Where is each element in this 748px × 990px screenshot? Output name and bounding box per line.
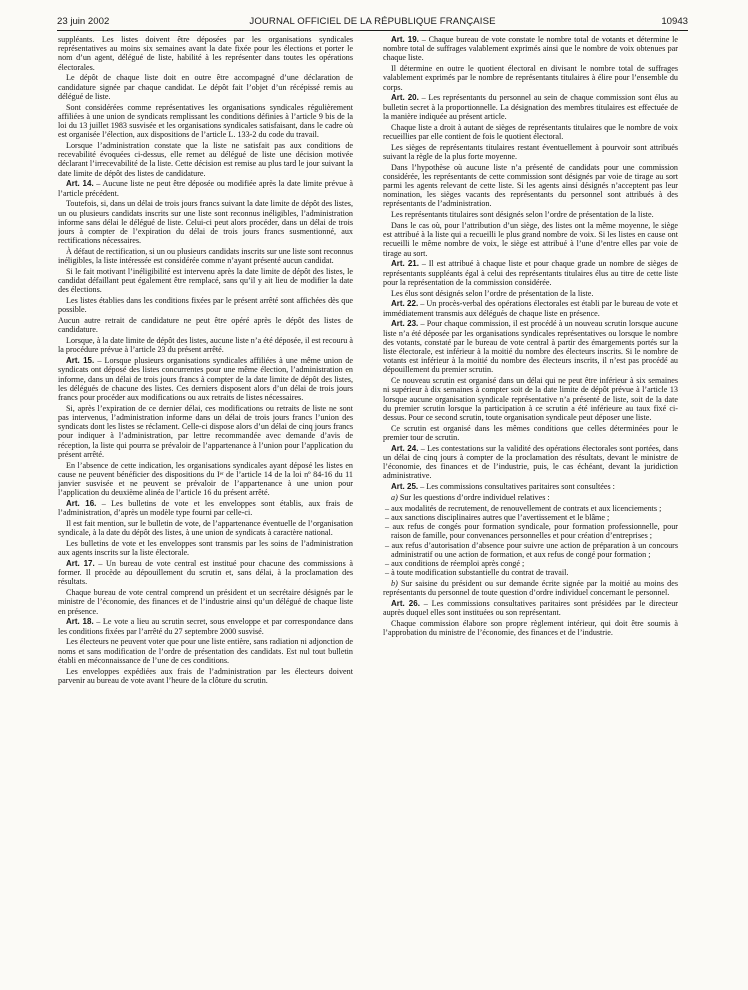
paragraph-text: Chaque commission élabore son propre règlement intérieur, qui doit être soumis à l’approbation du ministre de l’économie, des finances et de l’industrie. — [383, 619, 678, 638]
page-number: 10943 — [661, 16, 688, 27]
paragraph-text: Sont considérées comme représentatives les organisations syndicales régulièrement affiliées à une union de syndicats remplissant les conditions définies à l’article 9 bis de la loi du 13 juillet 1983 susvisée et les organisations syndicales satisfaisant, dans le cadre où est organisée l’élection, aux dispositions de l’article L. 133-2 du code du travail. — [58, 102, 353, 140]
paragraph-text: Lorsque l’administration constate que la liste ne satisfait pas aux conditions de recevabilité évoquées ci-dessus, elle remet au délégué de liste une décision motivée déclarant l’irrecevabilité de la liste. Cette décision est remise au plus tard le jour suivant la date limite de dépôt des listes de candidature. — [58, 141, 353, 178]
paragraph — [58, 199, 353, 245]
paragraph-text: – Les bulletins de vote et les enveloppes sont établis, aux frais de l’administration, d’après un modèle type fourni par celle-ci. — [58, 499, 353, 518]
paragraph — [58, 588, 353, 616]
paragraph — [58, 247, 353, 265]
article-paragraph — [383, 259, 678, 287]
article-paragraph — [58, 356, 353, 402]
paragraph-text: Les sièges de représentants titulaires restant éventuellement à pourvoir sont attribués suivant la règle de la plus forte moyenne. — [383, 142, 678, 161]
paragraph — [58, 519, 353, 537]
paragraph-text: Lorsque, à la date limite de dépôt des listes, aucune liste n’a été déposée, il est recouru à la procédure prévue à l’article 23 du présent arrêté. — [58, 336, 353, 355]
header-rule — [57, 30, 688, 31]
list-item: – aux modalités de recrutement, de renouvellement de contrats et aux licenciements ; — [383, 504, 678, 513]
list-item: – aux conditions de réemploi après congé ; — [383, 559, 678, 568]
sub-item-letter: b) — [391, 579, 398, 589]
paragraph-text: Les représentants titulaires sont désignés selon l’ordre de présentation de la liste. — [391, 210, 654, 220]
paragraph — [383, 210, 678, 219]
dash-list — [383, 504, 678, 578]
article-number: Art. 19. — [391, 35, 419, 44]
paragraph-text: Les listes établies dans les conditions fixées par le présent arrêté sont affichées dès que possible. — [58, 296, 353, 315]
article-number: Art. 21. — [391, 259, 419, 269]
article-number: Art. 26. — [391, 599, 420, 609]
sub-item-letter: a) — [391, 493, 398, 503]
article-paragraph — [383, 319, 678, 374]
article-paragraph — [58, 559, 353, 587]
paragraph-text: Les bulletins de vote et les enveloppes sont transmis par les soins de l’administration aux agents inscrits sur la liste électorale. — [58, 539, 353, 558]
article-paragraph — [383, 35, 678, 63]
paragraph — [58, 316, 353, 334]
paragraph — [58, 667, 353, 685]
article-number: Art. 16. — [66, 499, 97, 509]
paragraph — [58, 336, 353, 354]
paragraph-text: À défaut de rectification, si un ou plusieurs candidats inscrits sur une liste sont reconnus inéligibles, la liste intéressée est considérée comme n’ayant présenté aucun candidat. — [58, 247, 353, 266]
paragraph — [58, 461, 353, 498]
article-paragraph — [383, 299, 678, 317]
list-item: – à toute modification substantielle du contrat de travail. — [383, 568, 678, 577]
paragraph-text: Dans l’hypothèse où aucune liste n’a présenté de candidats pour une commission considérée, les représentants de cette commission sont désignés par voie de tirage au sort parmi les agents relevant de cette liste. Si les agents ainsi désignés n’acceptent pas leur nomination, les sièges vacants des représentants du personnel sont attribués à des représentants de l’administration. — [383, 162, 678, 209]
paragraph-text: Dans le cas où, pour l’attribution d’un siège, des listes ont la même moyenne, le siège est attribué à la liste qui a recueilli le plus grand nombre de voix. Si les listes en cause ont recueilli le même nombre de voix, le siège est attribué à l’une d’entre elles par voie de tirage au sort. — [383, 221, 678, 258]
paragraph-text: Le dépôt de chaque liste doit en outre être accompagné d’une déclaration de candidature signée par chaque candidat. Le dépôt fait l’objet d’un récépissé remis au délégué de liste. — [58, 73, 353, 101]
paragraph — [58, 539, 353, 557]
paragraph-text: – Les contestations sur la validité des opérations électorales sont portées, dans un délai de cinq jours à compter de la proclamation des résultats, devant le ministre de l’économie, des finances et de l’industrie, puis, le cas échéant, devant la juridiction administrative. — [383, 443, 678, 481]
paragraph — [58, 637, 353, 665]
article-paragraph — [383, 482, 678, 491]
article-paragraph — [58, 499, 353, 517]
paragraph-text: – Chaque bureau de vote constate le nombre total de votants et détermine le nombre total de suffrages valablement exprimés ainsi que le nombre de voix obtenues par chaque liste. — [383, 35, 678, 63]
paragraph-text: – Un bureau de vote central est institué pour chacune des commissions à former. Il procède au dépouillement du scrutin et, sans délai, à la proclamation des résultats. — [58, 559, 353, 587]
paragraph — [58, 141, 353, 178]
paragraph-text: Si le fait motivant l’inéligibilité est intervenu après la date limite de dépôt des listes, le candidat défaillant peut également être remplacé, sans qu’il y ait lieu de modifier la date des élections. — [58, 267, 353, 295]
article-paragraph — [383, 93, 678, 121]
paragraph — [58, 103, 353, 140]
paragraph — [58, 404, 353, 459]
paragraph-text: Ce scrutin est organisé dans les mêmes conditions que celles déterminées pour le premier tour de scrutin. — [383, 423, 678, 443]
paragraph — [58, 35, 353, 72]
paragraph-text: suppléants. Les listes doivent être déposées par les organisations syndicales représentatives au moins six semaines avant la date fixée pour les élections et porter le nom d’un agent, délégué de liste, habilité à les représenter dans toutes les opérations électorales. — [58, 35, 353, 72]
paragraph-text: Si, après l’expiration de ce dernier délai, ces modifications ou retraits de liste ne sont pas intervenus, l’administration informe dans un délai de trois jours francs l’union des syndicats dont les listes se réclament. Celle-ci dispose alors d’un délai de cinq jours francs pour indiquer à l’administration, par lettre recommandée avec demande d’avis de réception, la liste qui pourra se prévaloir de l’appartenance à l’union pour l’application du présent arrêté. — [58, 403, 353, 459]
paragraph-text: Chaque bureau de vote central comprend un président et un secrétaire désignés par le ministre de l’économie, des finances et de l’industrie ainsi qu’un délégué de chaque liste en présence. — [58, 588, 353, 616]
paragraph — [383, 424, 678, 442]
paragraph-text: Il est fait mention, sur le bulletin de vote, de l’appartenance éventuelle de l’organisation syndicale, à la date du dépôt des listes, à une union de syndicats à caractère national. — [58, 519, 353, 538]
paragraph — [383, 221, 678, 258]
paragraph — [58, 267, 353, 295]
article-number: Art. 23. — [391, 319, 419, 329]
paragraph-text: Les électeurs ne peuvent voter que pour une liste entière, sans radiation ni adjonction de noms et sans modification de l’ordre de présentation des candidats. Est nul tout bulletin établi en méconnaissance de l’une de ces conditions. — [58, 637, 353, 665]
paragraph — [383, 579, 678, 597]
paragraph-text: – Lorsque plusieurs organisations syndicales affiliées à une même union de syndicats ont déposé des listes concurrentes pour une même élection, l’administration en informe, dans un délai de trois jours francs à compter de la date limite de dépôt des listes, les délégués de chacune des listes. Ces derniers disposent alors d’un délai de trois jours francs pour procéder aux modifications ou aux retraits de listes nécessaires. — [58, 356, 353, 403]
paragraph-text: Les enveloppes expédiées aux frais de l’administration par les électeurs doivent parvenir au bureau de vote avant l’heure de la clôture du scrutin. — [58, 666, 353, 685]
paragraph-text: Sur les questions d’ordre individuel relatives : — [397, 493, 550, 503]
article-paragraph — [383, 599, 678, 617]
paragraph-text: – Un procès-verbal des opérations électorales est établi par le bureau de vote et immédiatement transmis aux délégués de chaque liste en présence. — [383, 299, 678, 318]
article-number: Art. 24. — [391, 443, 419, 453]
paragraph — [383, 289, 678, 298]
paragraph — [383, 376, 678, 422]
paragraph-text: – Aucune liste ne peut être déposée ou modifiée après la date limite prévue à l’article précédent. — [58, 179, 353, 198]
left-column — [58, 35, 353, 970]
paragraph-text: – Il est attribué à chaque liste et pour chaque grade un nombre de sièges de représentants suppléants égal à celui des représentants titulaires élus au titre de cette liste pour la représentation de la commission considérée. — [383, 259, 678, 287]
paragraph-text: – Le vote a lieu au scrutin secret, sous enveloppe et par correspondance dans les conditions fixées par l’arrêté du 27 septembre 2000 susvisé. — [58, 617, 353, 636]
paragraph — [58, 296, 353, 314]
list-item: – aux refus de congés pour formation syndicale, pour formation professionnelle, pour raison de famille, pour convenances personnelles et pour création d’entreprises ; — [383, 522, 678, 540]
paragraph-text: En l’absence de cette indication, les organisations syndicales ayant déposé les listes en cause ne peuvent bénéficier des dispositions du Iᵉʳ de l’article 14 de la loi nº 84-16 du 11 janvier susvisée et ne peuvent se prévaloir de l’appartenance à une union pour l’application du deuxième alinéa de l’article 16 du présent arrêté. — [58, 460, 353, 498]
paragraph — [383, 163, 678, 209]
paragraph — [383, 619, 678, 637]
list-item: – aux refus d’autorisation d’absence pour suivre une action de préparation à un concours administratif ou une action de formation, et aux refus de congé pour formation ; — [383, 541, 678, 559]
paragraph-text: Ce nouveau scrutin est organisé dans un délai qui ne peut être inférieur à six semaines ni supérieur à dix semaines à compter soit de la date limite de dépôt prévue à l’article 13 lorsque aucune organisation syndicale représentative n’a présenté de liste, soit de la date du premier scrutin lorsque la participation à ce scrutin a été inférieure au taux fixé ci-dessus. Pour ce second scrutin, toute organisation syndicale peut déposer une liste. — [383, 376, 678, 423]
paragraph-text: – Les représentants du personnel au sein de chaque commission sont élus au bulletin secret à la proportionnelle. La désignation des membres titulaires est effectuée de la manière indiquée au présent article. — [383, 93, 678, 121]
article-number: Art. 25. — [391, 482, 419, 492]
paragraph-text: – Les commissions consultatives paritaires sont consultées : — [418, 482, 615, 492]
right-column — [383, 35, 678, 970]
paragraph — [383, 123, 678, 141]
paragraph — [383, 493, 678, 502]
paragraph-text: Les élus sont désignés selon l’ordre de présentation de la liste. — [391, 288, 594, 298]
paragraph-text: Aucun autre retrait de candidature ne peut être opéré après le dépôt des listes de candidature. — [58, 316, 353, 335]
paragraph — [383, 64, 678, 92]
article-number: Art. 14. — [66, 179, 94, 189]
paragraph-text: Chaque liste a droit à autant de sièges de représentants titulaires que le nombre de voix recueillies par elle contient de fois le quotient électoral. — [383, 122, 678, 141]
article-number: Art. 20. — [391, 93, 419, 103]
list-item: – aux sanctions disciplinaires autres que l’avertissement et le blâme ; — [383, 513, 678, 522]
journal-title: JOURNAL OFFICIEL DE LA RÉPUBLIQUE FRANÇAISE — [249, 16, 496, 27]
article-number: Art. 18. — [66, 617, 94, 627]
article-number: Art. 17. — [66, 559, 95, 569]
paragraph-text: Sur saisine du président ou sur demande écrite signée par la moitié au moins des représentants du personnel de toute question d’ordre individuel concernant le personnel. — [383, 579, 678, 598]
paragraph — [383, 143, 678, 161]
paragraph-text: Toutefois, si, dans un délai de trois jours francs suivant la date limite de dépôt des listes, un ou plusieurs candidats inscrits sur une liste sont reconnus inéligibles, l’administration informe sans délai le délégué de liste. Celui-ci peut alors procéder, dans un délai de trois jours à compter de l’expiration du délai de trois jours francs susmentionné, aux rectifications nécessaires. — [58, 199, 353, 246]
article-number: Art. 15. — [66, 356, 95, 366]
paragraph — [58, 73, 353, 101]
article-paragraph — [58, 179, 353, 197]
article-paragraph — [58, 617, 353, 635]
article-paragraph — [383, 444, 678, 481]
header-date: 23 juin 2002 — [57, 16, 110, 27]
paragraph-text: – Les commissions consultatives paritaires sont présidées par le directeur auprès duquel elles sont instituées ou son représentant. — [383, 599, 678, 618]
paragraph-text: – Pour chaque commission, il est procédé à un nouveau scrutin lorsque aucune liste n’a été déposée par les organisations syndicales représentatives ou lorsque le nombre des votants, constaté par le bureau de vote central à partir des émargements portés sur la liste électorale, est inférieur à la moitié du nombre des électeurs inscrits. Si le nombre de votants est inférieur à la moitié du nombre des électeurs inscrits, il n’est pas procédé au dépouillement du premier scrutin. — [383, 319, 678, 375]
article-number: Art. 22. — [391, 299, 419, 309]
paragraph-text: Il détermine en outre le quotient électoral en divisant le nombre total de suffrages valablement exprimés par le nombre de représentants titulaires à élire pour l’ensemble du corps. — [383, 64, 678, 92]
